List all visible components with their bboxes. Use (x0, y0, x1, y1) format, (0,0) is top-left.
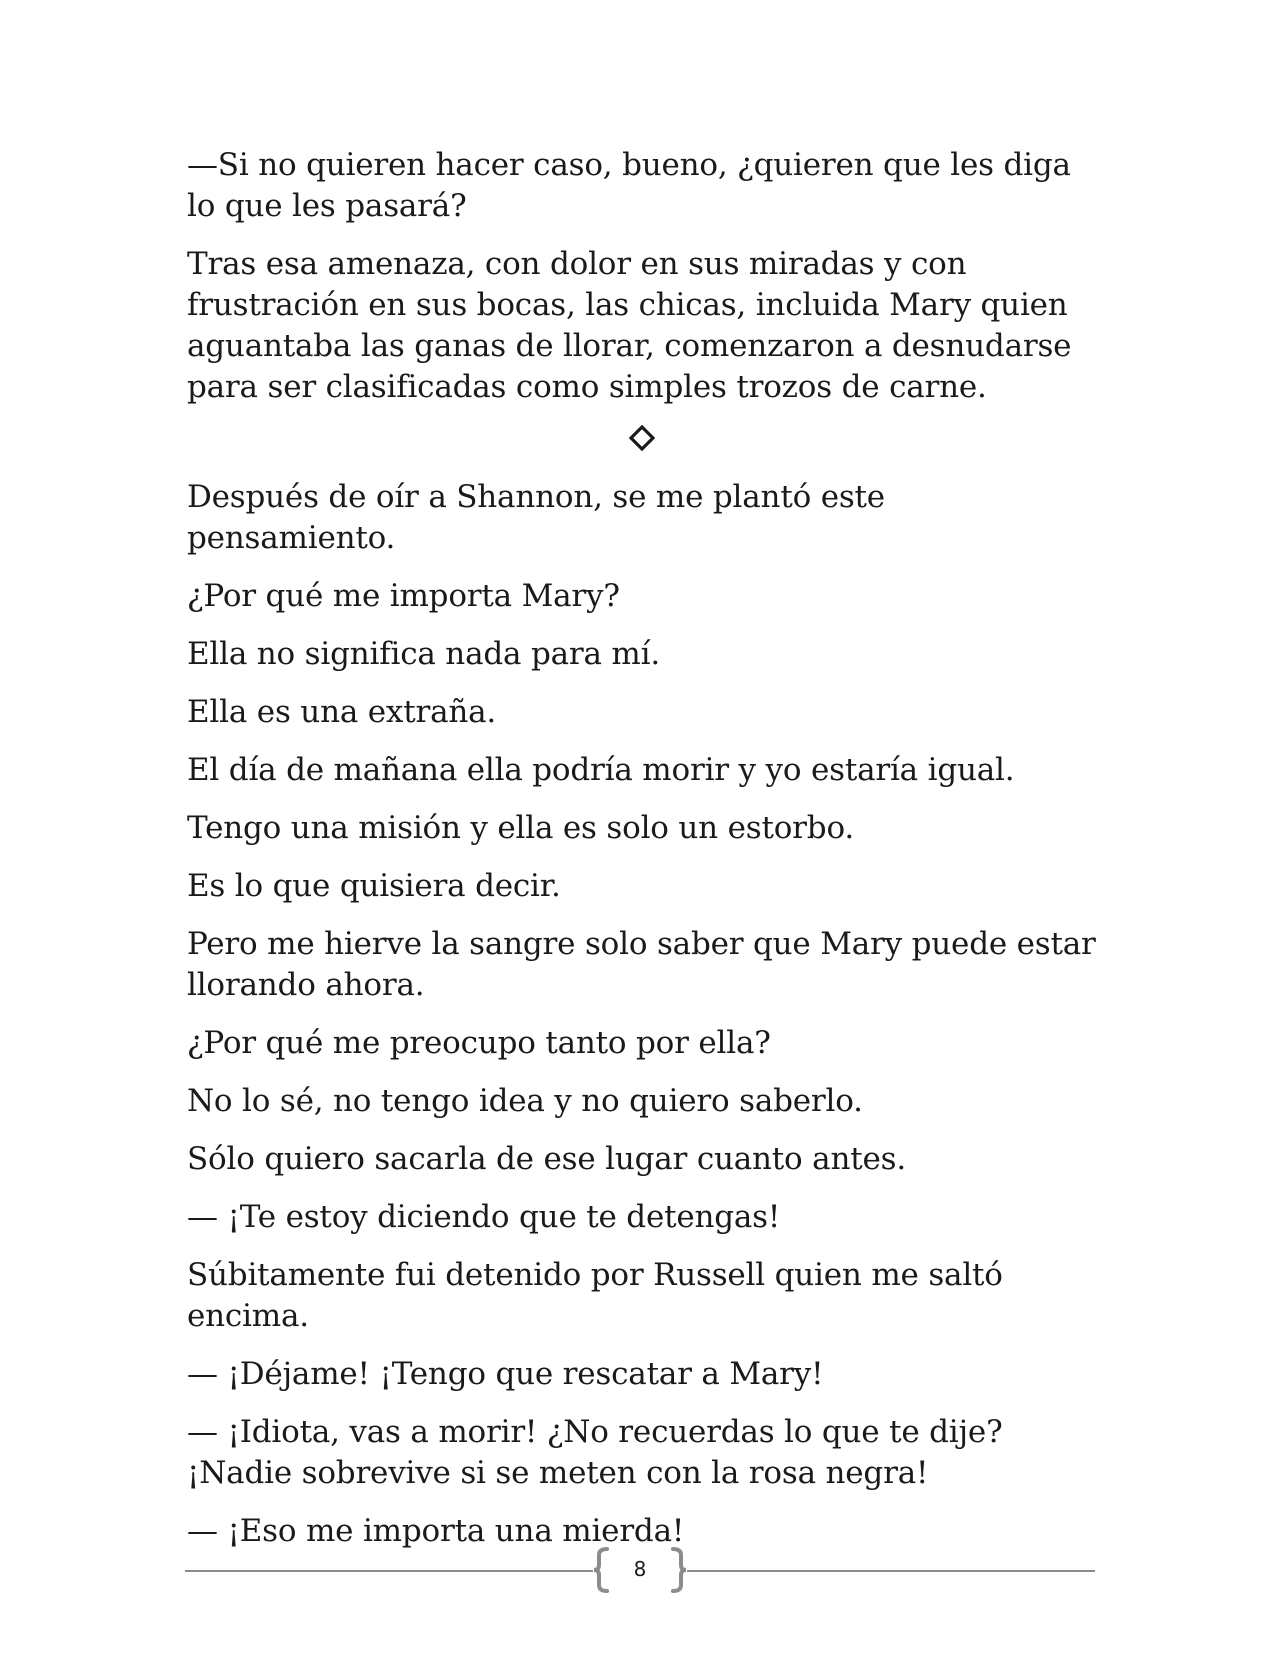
dialogue-line: — ¡Eso me importa una mierda! (187, 1513, 685, 1549)
paragraph: El día de mañana ella podría morir y yo estaría igual. (187, 752, 1015, 788)
paragraph: Después de oír a Shannon, se me plantó este pensamiento. (187, 479, 885, 556)
paragraph: Ella no significa nada para mí. (187, 636, 660, 672)
paragraph: Es lo que quisiera decir. (187, 868, 561, 904)
paragraph: ¿Por qué me preocupo tanto por ella? (187, 1025, 771, 1061)
paragraph: Sólo quiero sacarla de ese lugar cuanto antes. (187, 1141, 906, 1177)
footer-rule-left (185, 1570, 593, 1572)
page-body (187, 145, 1097, 1569)
page-number: 8 (633, 1557, 647, 1581)
dialogue-line: — ¡Déjame! ¡Tengo que rescatar a Mary! (187, 1356, 824, 1392)
paragraph: Tengo una misión y ella es solo un estorbo. (187, 810, 855, 846)
paragraph: ¿Por qué me importa Mary? (187, 578, 620, 614)
page-footer (185, 1545, 1095, 1595)
paragraph: No lo sé, no tengo idea y no quiero saberlo. (187, 1083, 863, 1119)
footer-rule-right (687, 1570, 1095, 1572)
paragraph: Pero me hierve la sangre solo saber que Mary puede estar llorando ahora. (187, 926, 1096, 1003)
section-separator (187, 425, 1097, 455)
paragraph: Ella es una extraña. (187, 694, 497, 730)
dialogue-line: — ¡Te estoy diciendo que te detengas! (187, 1199, 781, 1235)
paragraph: —Si no quieren hacer caso, bueno, ¿quieren que les diga lo que les pasará? (187, 147, 1071, 224)
diamond-outline-icon (629, 425, 655, 451)
paragraph: Tras esa amenaza, con dolor en sus miradas y con frustración en sus bocas, las chicas, incluida Mary quien aguantaba las ganas de llorar, comenzaron a desnudarse para ser clasificadas como simples trozos de carne. (187, 246, 1072, 405)
paragraph: Súbitamente fui detenido por Russell quien me saltó encima. (187, 1257, 1003, 1334)
dialogue-line: — ¡Idiota, vas a morir! ¿No recuerdas lo que te dije? ¡Nadie sobrevive si se meten con la rosa negra! (187, 1414, 1003, 1491)
